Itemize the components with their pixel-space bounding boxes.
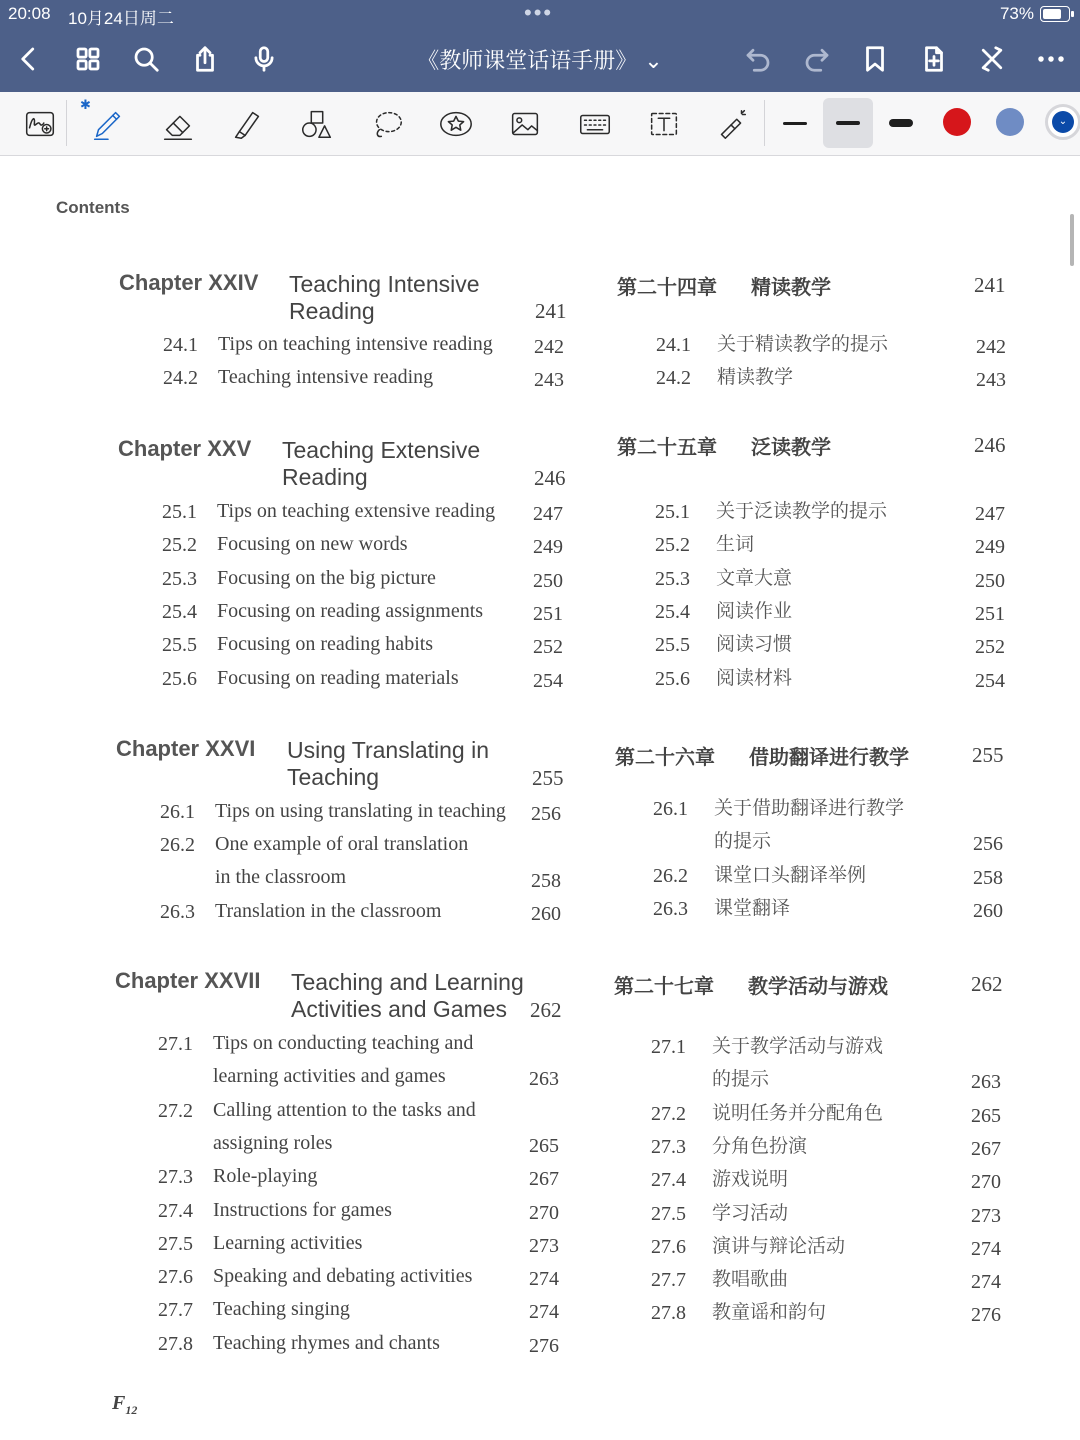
entry-page: 243 <box>976 369 1006 392</box>
chapter-title-zh: 精读教学 <box>751 275 831 299</box>
chapter-title: Teaching and Learning Activities and Games <box>291 969 524 1022</box>
entry-page: 274 <box>529 1268 559 1291</box>
entry-number: 24.2 <box>163 367 198 390</box>
image-icon[interactable] <box>503 102 547 146</box>
entry-page: 276 <box>971 1304 1001 1327</box>
toolbar-divider <box>764 100 765 146</box>
top-bar <box>0 0 1080 92</box>
entry-page: 270 <box>971 1171 1001 1194</box>
entry-number: 27.6 <box>651 1235 686 1258</box>
entry-title: Speaking and debating activities <box>213 1265 473 1288</box>
redo-icon[interactable] <box>800 40 834 78</box>
entry-number: 25.3 <box>655 567 690 590</box>
entry-title: Tips on conducting teaching and learning activities and games <box>213 1032 474 1087</box>
chapter-title: Using Translating in Teaching <box>287 737 489 790</box>
entry-number: 26.2 <box>653 864 688 887</box>
chapter-page-zh: 255 <box>972 743 1004 767</box>
stroke-medium-option[interactable] <box>823 98 873 148</box>
entry-page: 250 <box>975 569 1005 592</box>
chapter-label-zh: 第二十七章 <box>614 974 714 998</box>
entry-number: 25.1 <box>162 501 197 523</box>
entry-title: Focusing on reading materials <box>217 666 459 689</box>
stroke-thin-option[interactable] <box>770 98 820 148</box>
entry-page: 263 <box>971 1071 1001 1094</box>
entry-title: 关于精读教学的提示 <box>717 333 889 355</box>
entry-title: Teaching rhymes and chants <box>213 1331 440 1354</box>
entry-page: 256 <box>973 833 1003 856</box>
entry-title: 课堂口头翻译举例 <box>714 863 867 886</box>
entry-page: 252 <box>533 636 563 659</box>
search-icon[interactable] <box>129 40 163 78</box>
entry-page: 260 <box>973 899 1003 922</box>
entry-number: 27.1 <box>651 1036 686 1058</box>
entry-page: 267 <box>971 1137 1001 1160</box>
entry-number: 25.1 <box>655 501 690 523</box>
chapter-page-zh: 262 <box>971 972 1003 996</box>
sticker-icon[interactable] <box>434 102 478 146</box>
entry-title: Translation in the classroom <box>215 899 442 922</box>
entry-title: 教童谣和韵句 <box>712 1301 827 1324</box>
text-box-icon[interactable] <box>642 102 686 146</box>
lasso-icon[interactable] <box>365 102 409 146</box>
entry-page: 254 <box>533 669 563 692</box>
add-page-icon[interactable] <box>917 40 951 78</box>
entry-title: 演讲与辩论活动 <box>712 1234 846 1257</box>
entry-title: Calling attention to the tasks and assigning roles <box>213 1098 476 1154</box>
multitask-dots[interactable]: ••• <box>524 0 554 25</box>
entry-number: 27.3 <box>158 1166 193 1189</box>
entry-number: 27.2 <box>158 1099 193 1122</box>
entry-number: 25.2 <box>162 534 197 557</box>
entry-number: 25.6 <box>655 667 690 690</box>
chapter-title: Teaching Extensive Reading <box>282 437 481 490</box>
entry-number: 27.7 <box>651 1269 686 1292</box>
entry-title: Teaching intensive reading <box>218 366 434 389</box>
entry-title: One example of oral translation in the classroom <box>215 833 469 889</box>
bluetooth-icon: ✱ <box>80 98 91 113</box>
chapter-page: 262 <box>530 998 562 1022</box>
status-time: 20:08 <box>8 4 51 23</box>
entry-number: 27.4 <box>651 1169 686 1192</box>
entry-number: 26.3 <box>160 900 195 923</box>
entry-page: 265 <box>529 1134 559 1157</box>
chapter-page: 255 <box>532 766 564 790</box>
entry-title: 生词 <box>716 533 755 556</box>
chapter-title-zh: 泛读教学 <box>751 435 831 459</box>
keyboard-icon[interactable] <box>573 102 617 146</box>
entry-title: 精读教学 <box>717 366 794 389</box>
entry-number: 25.2 <box>655 534 690 557</box>
entry-title: 关于借助翻译进行教学 的提示 <box>714 797 905 852</box>
entry-title: Tips on using translating in teaching <box>215 800 506 822</box>
chapter-page-zh: 241 <box>974 273 1006 297</box>
entry-page: 263 <box>529 1068 559 1091</box>
back-icon[interactable] <box>12 40 46 78</box>
entry-title: Tips on teaching intensive reading <box>218 333 493 355</box>
status-date: 10月24日周二 <box>68 9 174 28</box>
entry-title: Role-playing <box>213 1165 318 1188</box>
entry-title: 说明任务并分配角色 <box>712 1101 884 1124</box>
color-blue-gray-swatch[interactable] <box>996 108 1024 136</box>
entry-number: 27.4 <box>158 1199 193 1222</box>
entry-number: 26.2 <box>160 834 195 857</box>
stroke-thick-option[interactable] <box>876 98 926 148</box>
document-page[interactable] <box>0 156 1080 1440</box>
entry-page: 254 <box>975 669 1005 692</box>
entry-page: 247 <box>975 503 1005 525</box>
entry-number: 25.3 <box>162 567 197 590</box>
share-icon[interactable] <box>188 40 222 78</box>
entry-number: 24.1 <box>163 334 198 356</box>
entry-title: Teaching singing <box>213 1298 350 1321</box>
chapter-page: 246 <box>534 466 566 490</box>
entry-page: 251 <box>975 602 1005 625</box>
entry-number: 27.5 <box>651 1202 686 1225</box>
entry-number: 25.4 <box>162 600 197 623</box>
color-red-swatch[interactable] <box>943 108 971 136</box>
entry-number: 25.4 <box>655 600 690 623</box>
contents-heading: Contents <box>56 198 130 217</box>
more-icon[interactable] <box>1034 40 1068 78</box>
entry-page: 265 <box>971 1104 1001 1127</box>
scrollbar[interactable] <box>1070 214 1074 266</box>
entry-number: 27.6 <box>158 1266 193 1289</box>
entry-title: 分角色扮演 <box>712 1134 808 1157</box>
entry-number: 27.8 <box>651 1302 686 1325</box>
entry-page: 273 <box>529 1234 559 1257</box>
page-folio <box>112 1392 137 1418</box>
entry-title: Focusing on new words <box>217 533 408 556</box>
entry-title: Tips on teaching extensive reading <box>217 500 496 522</box>
entry-page: 249 <box>533 536 563 559</box>
undo-icon[interactable] <box>741 40 775 78</box>
laser-pointer-icon[interactable] <box>710 102 754 146</box>
entry-title: 阅读习惯 <box>716 633 793 656</box>
entry-page: 250 <box>533 569 563 592</box>
entry-number: 27.1 <box>158 1033 193 1055</box>
entry-number: 25.6 <box>162 667 197 690</box>
bookmark-icon[interactable] <box>858 40 892 78</box>
entry-number: 24.2 <box>656 367 691 390</box>
entry-number: 25.5 <box>162 634 197 657</box>
folio-number: 12 <box>125 1403 138 1417</box>
pen-icon[interactable] <box>86 102 130 146</box>
folio-letter: F <box>112 1392 126 1414</box>
chapter-title: Teaching Intensive Reading <box>289 271 480 324</box>
entry-page: 256 <box>531 803 561 825</box>
entry-page: 247 <box>533 503 563 525</box>
close-icon[interactable] <box>975 40 1009 78</box>
handwriting-zoom-icon[interactable] <box>18 102 62 146</box>
entry-page: 242 <box>534 336 564 358</box>
chapter-page-zh: 246 <box>974 433 1006 457</box>
chapter-label: Chapter XXVI <box>116 736 256 761</box>
entry-title: Learning activities <box>213 1231 363 1254</box>
entry-page: 276 <box>529 1334 559 1357</box>
entry-title: Focusing on the big picture <box>217 566 436 589</box>
entry-page: 252 <box>975 636 1005 659</box>
chapter-label: Chapter XXIV <box>119 270 259 295</box>
entry-title: Focusing on reading assignments <box>217 599 484 622</box>
entry-title: 游戏说明 <box>712 1168 789 1191</box>
entry-page: 270 <box>529 1201 559 1224</box>
entry-page: 274 <box>529 1301 559 1324</box>
entry-title: 学习活动 <box>712 1201 789 1224</box>
entry-page: 274 <box>971 1237 1001 1260</box>
grid-icon[interactable] <box>71 40 105 78</box>
entry-page: 243 <box>534 369 564 392</box>
chapter-title-zh: 借助翻译进行教学 <box>749 745 909 769</box>
entry-page: 258 <box>531 869 561 892</box>
entry-title: 教唱歌曲 <box>712 1268 789 1291</box>
chapter-label-zh: 第二十六章 <box>615 745 715 769</box>
battery-percent: 73% <box>999 4 1034 23</box>
entry-page: 249 <box>975 536 1005 559</box>
entry-title: 关于教学活动与游戏 的提示 <box>712 1035 884 1090</box>
entry-title: 阅读作业 <box>716 599 793 622</box>
entry-page: 267 <box>529 1168 559 1191</box>
entry-title: 文章大意 <box>716 566 793 589</box>
document-title-menu[interactable]: 《教师课堂话语手册》 ⌄ <box>417 49 663 74</box>
chapter-page: 241 <box>535 299 567 323</box>
highlighter-icon[interactable] <box>225 102 269 146</box>
entry-number: 27.2 <box>651 1102 686 1125</box>
entry-page: 242 <box>976 336 1006 358</box>
entry-page: 274 <box>971 1271 1001 1294</box>
entry-page: 251 <box>533 602 563 625</box>
entry-page: 260 <box>531 902 561 925</box>
entry-title: 关于泛读教学的提示 <box>716 500 888 522</box>
shapes-icon[interactable] <box>295 102 339 146</box>
chevron-down-icon: ⌄ <box>1052 111 1074 133</box>
entry-title: 课堂翻译 <box>714 896 791 919</box>
color-picker-button[interactable] <box>1045 104 1080 140</box>
chapter-title-zh: 教学活动与游戏 <box>748 974 888 998</box>
chapter-label-zh: 第二十四章 <box>617 275 717 299</box>
entry-page: 273 <box>971 1204 1001 1227</box>
chapter-label: Chapter XXV <box>118 436 252 461</box>
entry-number: 27.8 <box>158 1332 193 1355</box>
eraser-icon[interactable] <box>156 102 200 146</box>
chapter-label: Chapter XXVII <box>115 968 261 993</box>
entry-number: 26.1 <box>160 801 195 823</box>
chapter-label-zh: 第二十五章 <box>617 435 717 459</box>
battery-icon <box>1040 6 1070 22</box>
entry-number: 27.7 <box>158 1299 193 1322</box>
entry-number: 25.5 <box>655 634 690 657</box>
entry-title: Instructions for games <box>213 1198 392 1221</box>
entry-number: 26.1 <box>653 798 688 820</box>
entry-number: 24.1 <box>656 334 691 356</box>
entry-page: 258 <box>973 866 1003 889</box>
entry-number: 26.3 <box>653 897 688 920</box>
microphone-icon[interactable] <box>247 40 281 78</box>
entry-title: 阅读材料 <box>716 666 793 689</box>
entry-number: 27.3 <box>651 1135 686 1158</box>
toolbar-divider <box>66 100 67 146</box>
entry-number: 27.5 <box>158 1232 193 1255</box>
entry-title: Focusing on reading habits <box>217 633 434 656</box>
